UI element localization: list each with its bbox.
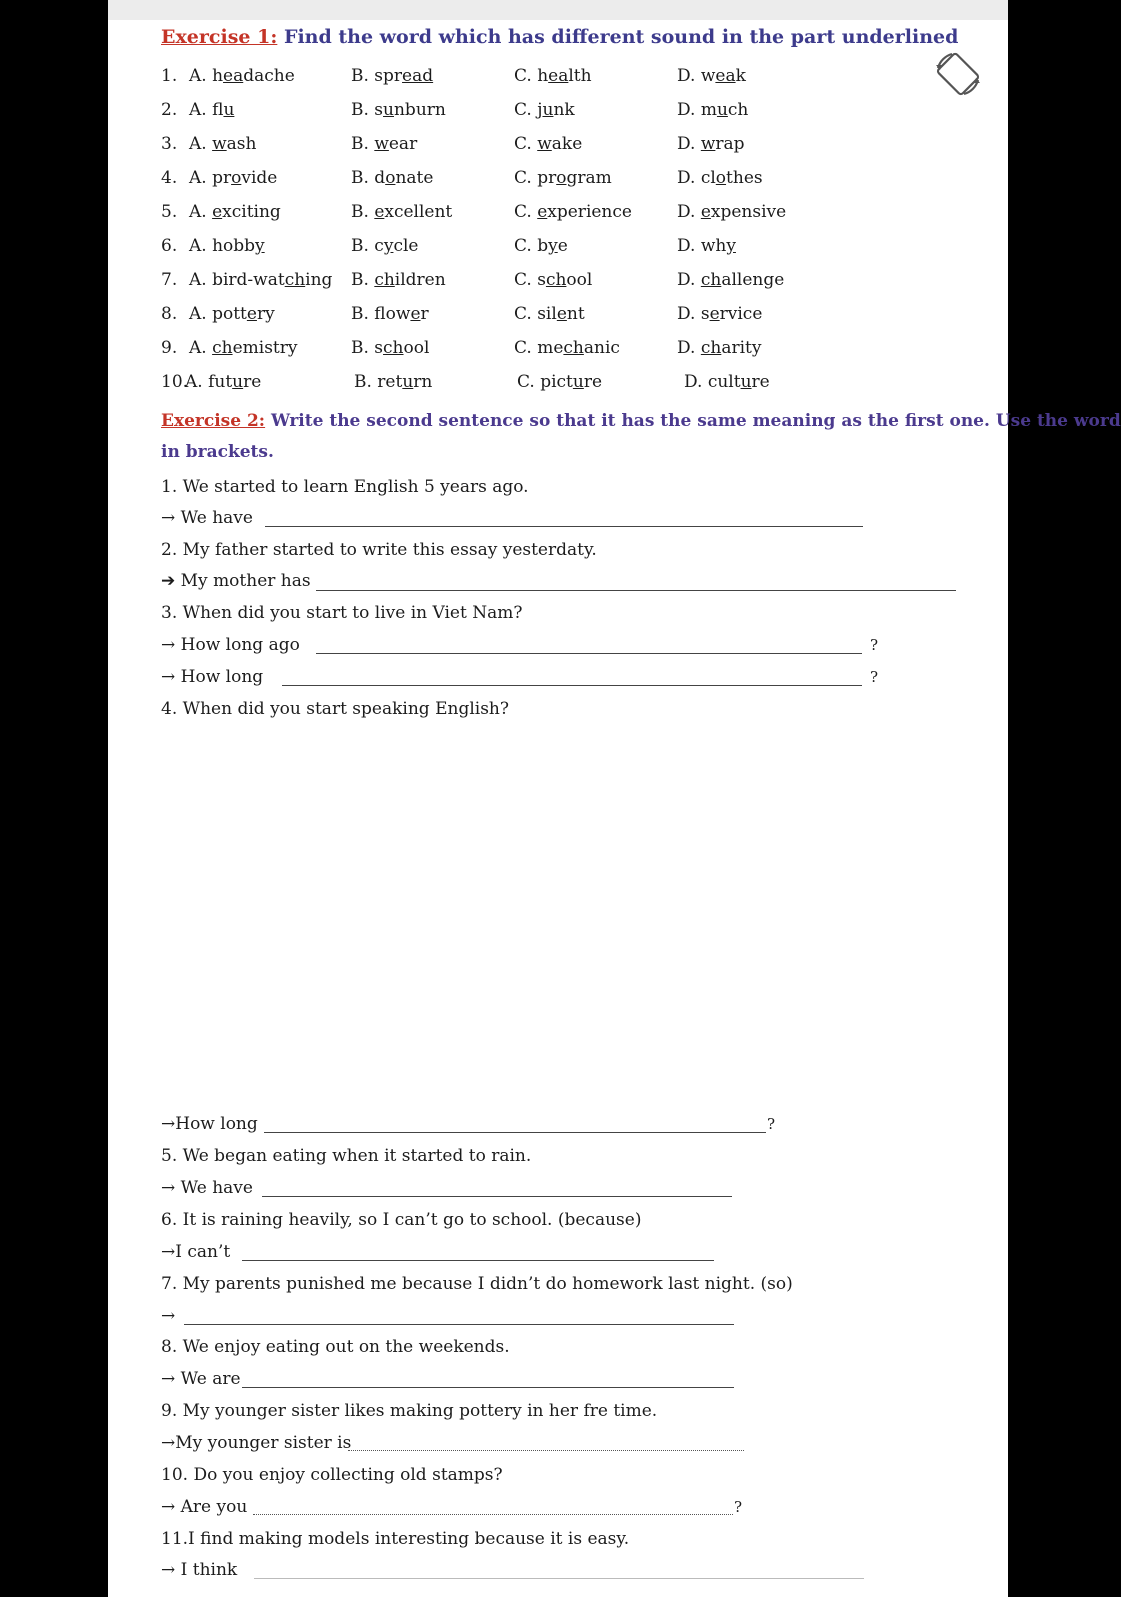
- option-a: A. future: [185, 372, 262, 392]
- answer-blank[interactable]: [254, 1578, 864, 1579]
- exercise-1-instruction: Find the word which has different sound in the part underlined: [277, 26, 959, 48]
- option-b: B. cycle: [351, 236, 419, 256]
- option-a: A. exciting: [189, 202, 281, 222]
- answer-prompt-1: → We have: [161, 508, 253, 528]
- answer-prompt-9: →My younger sister is: [161, 1433, 352, 1453]
- option-c: C. mechanic: [514, 338, 620, 358]
- answer-blank[interactable]: [316, 590, 956, 591]
- item-number: 7.: [161, 270, 178, 290]
- question-4: 4. When did you start speaking English?: [161, 699, 509, 719]
- exercise-2-heading: [161, 411, 1121, 431]
- option-a: A. flu: [189, 100, 235, 120]
- answer-prompt-6: →I can’t: [161, 1242, 231, 1262]
- question-2: 2. My father started to write this essay yesterdaty.: [161, 540, 597, 560]
- option-c: C. school: [514, 270, 593, 290]
- item-number: 3.: [161, 134, 178, 154]
- answer-prompt-2: ➔ My mother has: [161, 571, 311, 591]
- answer-prompt-3b: → How long: [161, 667, 264, 687]
- question-9: 9. My younger sister likes making pottery in her fre time.: [161, 1401, 658, 1421]
- item-number: 2.: [161, 100, 178, 120]
- item-number: 4.: [161, 168, 178, 188]
- item-number: 10.: [161, 372, 189, 392]
- answer-blank[interactable]: [282, 685, 862, 686]
- item-number: 6.: [161, 236, 178, 256]
- answer-prompt-7: →: [161, 1306, 176, 1326]
- option-c: C. picture: [517, 372, 603, 392]
- option-c: C. wake: [514, 134, 583, 154]
- question-1: 1. We started to learn English 5 years ago.: [161, 477, 529, 497]
- answer-blank[interactable]: [348, 1450, 744, 1451]
- question-6: 6. It is raining heavily, so I can’t go to school. (because): [161, 1210, 642, 1230]
- answer-blank[interactable]: [265, 526, 863, 527]
- option-b: B. flower: [351, 304, 429, 324]
- exercise-1-label: Exercise 1:: [161, 26, 278, 48]
- option-d: D. expensive: [677, 202, 787, 222]
- question-mark: ?: [767, 1115, 776, 1133]
- option-d: D. charity: [677, 338, 762, 358]
- item-number: 5.: [161, 202, 178, 222]
- option-d: D. why: [677, 236, 736, 256]
- option-d: D. challenge: [677, 270, 785, 290]
- option-d: D. wrap: [677, 134, 745, 154]
- option-a: A. provide: [189, 168, 278, 188]
- option-b: B. excellent: [351, 202, 453, 222]
- answer-blank[interactable]: [242, 1387, 734, 1388]
- answer-prompt-8: → We are: [161, 1369, 241, 1389]
- question-3: 3. When did you start to live in Viet Nam?: [161, 603, 523, 623]
- option-c: C. silent: [514, 304, 585, 324]
- answer-blank[interactable]: [262, 1196, 732, 1197]
- question-5: 5. We began eating when it started to rain.: [161, 1146, 532, 1166]
- option-b: B. children: [351, 270, 446, 290]
- question-mark: ?: [734, 1498, 743, 1516]
- exercise-1-heading: [161, 26, 958, 48]
- answer-prompt-10: → Are you: [161, 1497, 248, 1517]
- option-d: D. service: [677, 304, 763, 324]
- question-11: 11.I find making models interesting because it is easy.: [161, 1529, 630, 1549]
- answer-blank[interactable]: [316, 653, 862, 654]
- option-b: B. wear: [351, 134, 418, 154]
- answer-prompt-11: → I think: [161, 1560, 238, 1580]
- option-a: A. pottery: [189, 304, 275, 324]
- item-number: 1.: [161, 66, 178, 86]
- option-c: C. program: [514, 168, 612, 188]
- exercise-2-label: Exercise 2:: [161, 411, 266, 431]
- option-d: D. culture: [684, 372, 770, 392]
- option-b: B. sunburn: [351, 100, 446, 120]
- option-b: B. school: [351, 338, 430, 358]
- option-c: C. experience: [514, 202, 632, 222]
- answer-blank[interactable]: [242, 1260, 714, 1261]
- option-b: B. donate: [351, 168, 434, 188]
- answer-blank[interactable]: [253, 1514, 733, 1515]
- question-8: 8. We enjoy eating out on the weekends.: [161, 1337, 510, 1357]
- answer-blank[interactable]: [184, 1324, 734, 1325]
- option-a: A. wash: [189, 134, 257, 154]
- answer-blank[interactable]: [264, 1132, 766, 1133]
- question-mark: ?: [870, 668, 879, 686]
- top-bar: [108, 0, 1008, 20]
- question-mark: ?: [870, 636, 879, 654]
- item-number: 9.: [161, 338, 178, 358]
- answer-prompt-3a: → How long ago: [161, 635, 300, 655]
- question-10: 10. Do you enjoy collecting old stamps?: [161, 1465, 503, 1485]
- exercise-2-instruction-cont: in brackets.: [161, 442, 274, 462]
- option-c: C. health: [514, 66, 592, 86]
- option-d: D. weak: [677, 66, 746, 86]
- option-c: C. bye: [514, 236, 568, 256]
- option-b: B. return: [354, 372, 433, 392]
- exercise-2-instruction: Write the second sentence so that it has the same meaning as the first one. Use the word: [265, 411, 1121, 431]
- option-c: C. junk: [514, 100, 575, 120]
- option-d: D. much: [677, 100, 749, 120]
- option-a: A. bird-watching: [189, 270, 333, 290]
- answer-prompt-5: → We have: [161, 1178, 253, 1198]
- rotate-screen-icon[interactable]: [932, 48, 984, 100]
- question-7: 7. My parents punished me because I didn’t do homework last night. (so): [161, 1274, 793, 1294]
- option-a: A. headache: [189, 66, 295, 86]
- answer-prompt-4: →How long: [161, 1114, 258, 1134]
- option-b: B. spread: [351, 66, 434, 86]
- item-number: 8.: [161, 304, 178, 324]
- option-d: D. clothes: [677, 168, 763, 188]
- option-a: A. hobby: [189, 236, 265, 256]
- option-a: A. chemistry: [189, 338, 298, 358]
